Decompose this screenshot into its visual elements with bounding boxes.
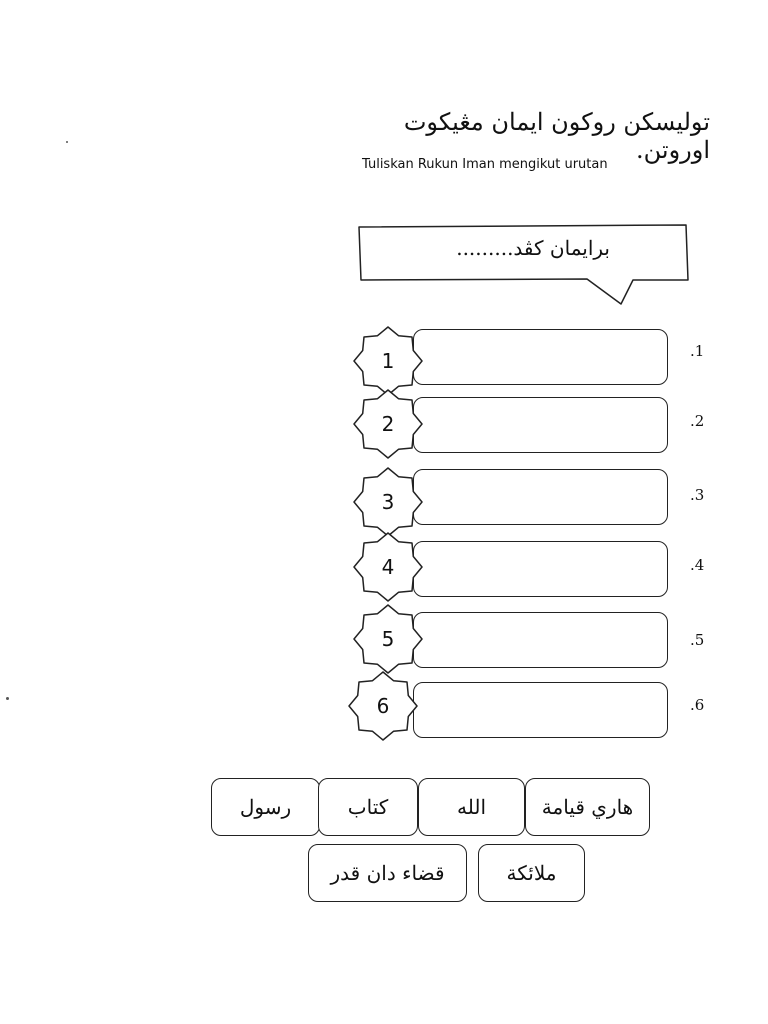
option-card-hari-qiamat[interactable]: هاري قيامة [525,778,650,836]
star-label: 2 [381,412,395,436]
row-number: .1 [690,342,705,360]
star-label: 5 [381,627,395,651]
option-card-kitab[interactable]: کتاب [318,778,418,836]
row-number: .4 [690,556,705,574]
option-card-malaikat[interactable]: ملائکة [478,844,585,902]
row-number: .5 [690,631,705,649]
star-label: 3 [381,490,395,514]
option-card-allah[interactable]: الله [418,778,525,836]
worksheet-title-latin: Tuliskan Rukun Iman mengikut urutan [362,157,608,172]
row-number: .3 [690,486,705,504]
answer-box-1[interactable] [413,329,668,385]
star-label: 1 [381,349,395,373]
answer-box-3[interactable] [413,469,668,525]
answer-box-6[interactable] [413,682,668,738]
star-label: 6 [376,694,390,718]
scan-speck [66,141,68,143]
speech-bubble-text: برايمان کڤد......... [456,236,610,260]
row-number: .6 [690,696,705,714]
star-label: 4 [381,555,395,579]
option-card-qada-qadar[interactable]: قضاء دان قدر [308,844,467,902]
worksheet-title-jawi: توليسکن روکون ايمان مڠيکوت اوروتن. [403,108,710,164]
answer-box-2[interactable] [413,397,668,453]
scan-speck [6,697,9,700]
answer-box-4[interactable] [413,541,668,597]
answer-box-5[interactable] [413,612,668,668]
row-number: .2 [690,412,705,430]
option-card-rasul[interactable]: رسول [211,778,320,836]
